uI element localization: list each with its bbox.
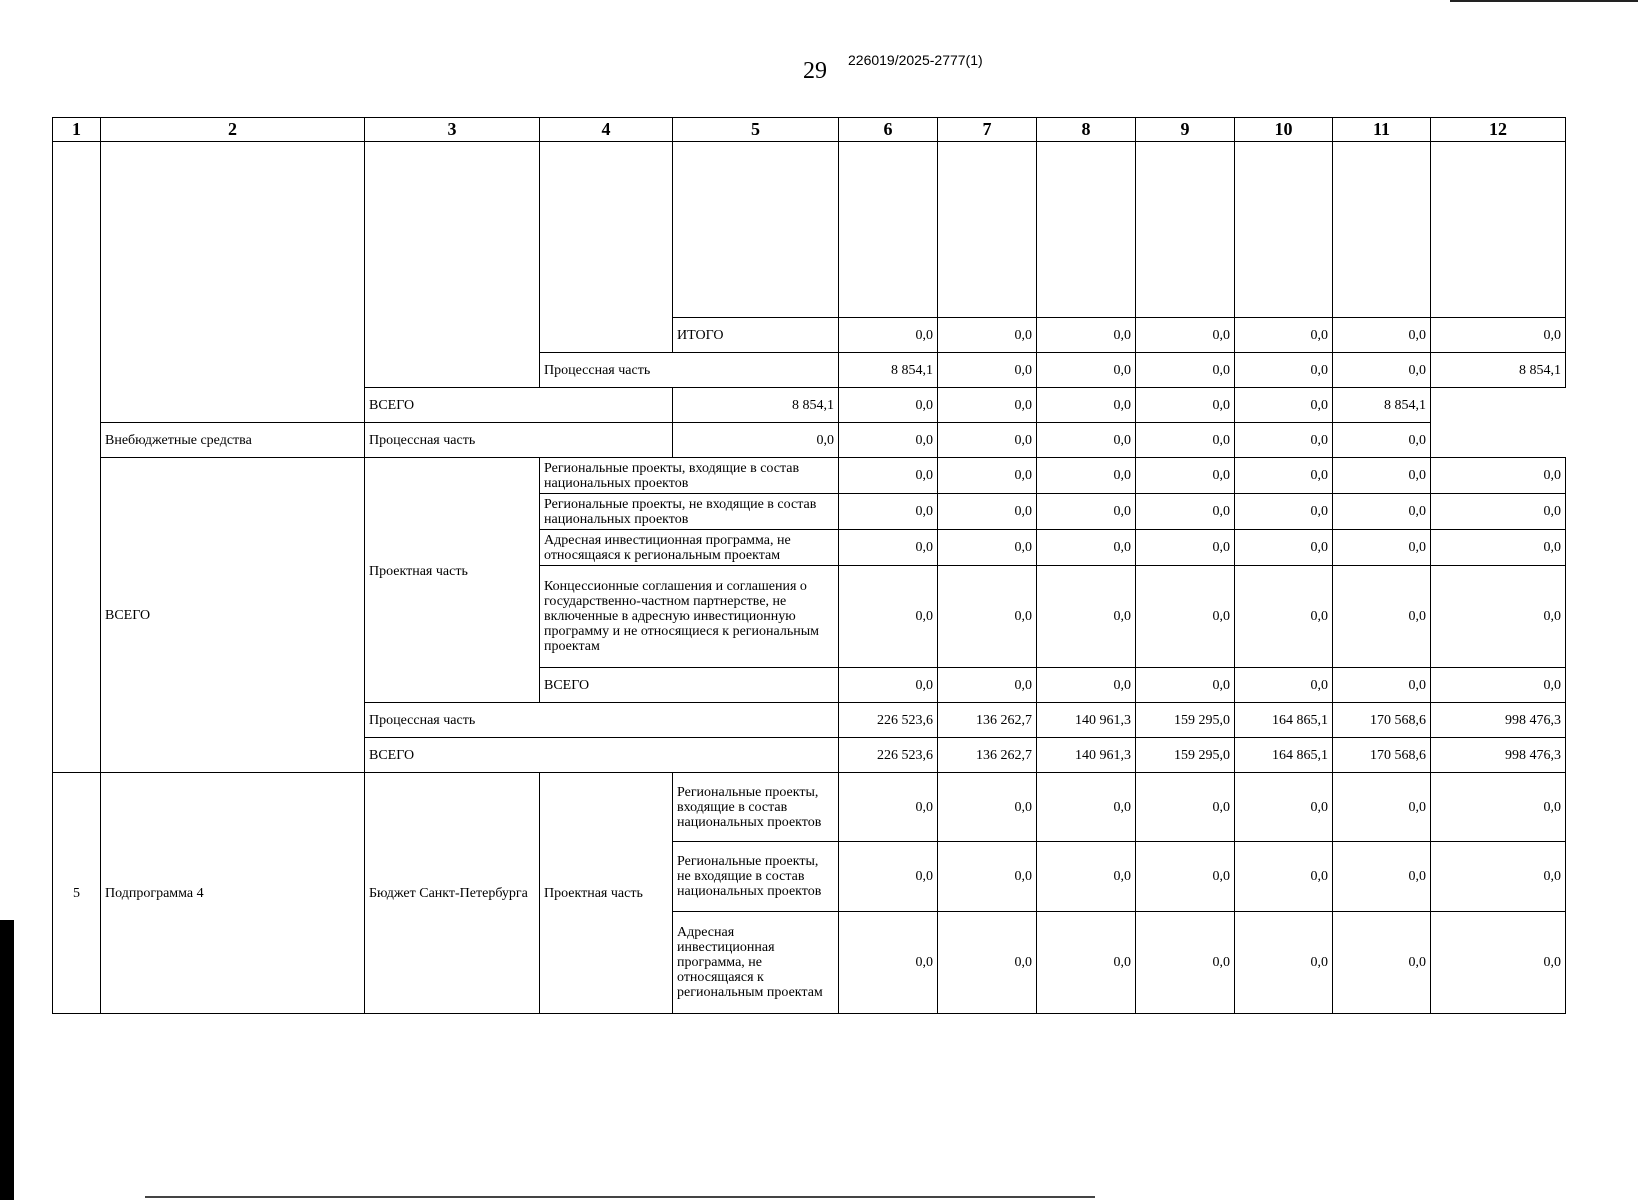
value-cell: 0,0 [1431, 912, 1566, 1014]
funding-source-offbudget: Внебюджетные средства [101, 423, 365, 458]
value-cell: 0,0 [938, 318, 1037, 353]
column-header: 1 [53, 118, 101, 142]
value-cell: 0,0 [1333, 530, 1431, 566]
value-cell: 0,0 [839, 842, 938, 912]
value-cell: 0,0 [1333, 458, 1431, 494]
value-cell: 0,0 [1037, 842, 1136, 912]
value-cell: 0,0 [1136, 494, 1235, 530]
cell [1431, 142, 1566, 318]
row-label-process: Процессная часть [540, 353, 839, 388]
value-cell: 0,0 [1235, 458, 1333, 494]
table-row [53, 423, 1566, 458]
value-cell: 0,0 [1333, 566, 1431, 668]
cell [101, 142, 365, 423]
value-cell: 0,0 [938, 494, 1037, 530]
value-cell: 0,0 [1037, 458, 1136, 494]
value-cell: 0,0 [839, 668, 938, 703]
row-label-concession: Концессионные соглашения и соглашения о государственно-частном партнерстве, не включенные в адресную инвестиционную программу и не относящиеся к региональным проектам [540, 566, 839, 668]
value-cell: 226 523,6 [839, 703, 938, 738]
value-cell: 0,0 [1136, 458, 1235, 494]
scan-bottom-rule [145, 1196, 1095, 1198]
value-cell: 0,0 [1136, 388, 1235, 423]
value-cell: 0,0 [839, 566, 938, 668]
value-cell: 0,0 [1136, 318, 1235, 353]
value-cell: 0,0 [839, 423, 938, 458]
value-cell: 0,0 [938, 353, 1037, 388]
row-label-aip: Адресная инвестиционная программа, не относящаяся к региональным проектам [540, 530, 839, 566]
value-cell: 0,0 [1235, 494, 1333, 530]
value-cell: 0,0 [1431, 773, 1566, 842]
value-cell: 0,0 [1136, 668, 1235, 703]
cell [839, 142, 938, 318]
table-row [53, 773, 1566, 842]
value-cell: 0,0 [938, 388, 1037, 423]
value-cell: 0,0 [938, 423, 1037, 458]
column-header: 12 [1431, 118, 1566, 142]
value-cell: 0,0 [1431, 566, 1566, 668]
row-label-aip: Адресная инвестиционная программа, не относящаяся к региональным проектам [673, 912, 839, 1014]
value-cell: 0,0 [1136, 530, 1235, 566]
cell [540, 142, 673, 353]
continuation-row [53, 142, 1566, 318]
value-cell: 998 476,3 [1431, 703, 1566, 738]
row-label-vsego: ВСЕГО [365, 738, 839, 773]
value-cell: 0,0 [1235, 566, 1333, 668]
value-cell: 140 961,3 [1037, 738, 1136, 773]
value-cell: 0,0 [1037, 912, 1136, 1014]
value-cell: 0,0 [1136, 912, 1235, 1014]
value-cell: 0,0 [1235, 318, 1333, 353]
value-cell: 0,0 [1333, 423, 1431, 458]
value-cell: 0,0 [1235, 842, 1333, 912]
value-cell: 0,0 [938, 530, 1037, 566]
column-header: 9 [1136, 118, 1235, 142]
value-cell: 0,0 [839, 912, 938, 1014]
value-cell: 0,0 [938, 773, 1037, 842]
row-label-vsego: ВСЕГО [365, 388, 673, 423]
row-label-regional-out: Региональные проекты, не входящие в состав национальных проектов [540, 494, 839, 530]
row-label-process: Процессная часть [365, 423, 673, 458]
value-cell: 170 568,6 [1333, 738, 1431, 773]
column-header: 10 [1235, 118, 1333, 142]
budget-table [52, 117, 1566, 1014]
value-cell: 159 295,0 [1136, 738, 1235, 773]
value-cell: 0,0 [1333, 773, 1431, 842]
value-cell: 8 854,1 [1431, 353, 1566, 388]
column-header: 6 [839, 118, 938, 142]
cell [938, 142, 1037, 318]
value-cell: 0,0 [673, 423, 839, 458]
value-cell: 0,0 [1136, 566, 1235, 668]
cell [53, 142, 101, 773]
value-cell: 136 262,7 [938, 738, 1037, 773]
value-cell: 0,0 [1136, 353, 1235, 388]
value-cell: 0,0 [1037, 773, 1136, 842]
value-cell: 0,0 [1333, 668, 1431, 703]
scan-edge-mark [0, 920, 14, 1200]
cell [1136, 142, 1235, 318]
value-cell: 0,0 [1235, 423, 1333, 458]
value-cell: 0,0 [839, 388, 938, 423]
row-number: 5 [53, 773, 101, 1014]
value-cell: 0,0 [938, 566, 1037, 668]
value-cell: 0,0 [1333, 353, 1431, 388]
value-cell: 998 476,3 [1431, 738, 1566, 773]
value-cell: 0,0 [1037, 668, 1136, 703]
value-cell: 0,0 [1136, 773, 1235, 842]
column-header: 4 [540, 118, 673, 142]
value-cell: 0,0 [1235, 353, 1333, 388]
value-cell: 0,0 [839, 458, 938, 494]
value-cell: 0,0 [1037, 566, 1136, 668]
value-cell: 0,0 [1333, 318, 1431, 353]
value-cell: 0,0 [1431, 458, 1566, 494]
value-cell: 164 865,1 [1235, 738, 1333, 773]
value-cell: 136 262,7 [938, 703, 1037, 738]
value-cell: 0,0 [1136, 423, 1235, 458]
cell [1037, 142, 1136, 318]
value-cell: 0,0 [1333, 842, 1431, 912]
cell [673, 142, 839, 318]
row-label-itogo: ИТОГО [673, 318, 839, 353]
value-cell: 0,0 [1431, 530, 1566, 566]
cell [1235, 142, 1333, 318]
value-cell: 0,0 [1333, 494, 1431, 530]
row-label-regional-out: Региональные проекты, не входящие в состав национальных проектов [673, 842, 839, 912]
value-cell: 0,0 [1235, 773, 1333, 842]
column-header: 7 [938, 118, 1037, 142]
page-number: 29 [803, 58, 827, 84]
column-header: 5 [673, 118, 839, 142]
row-label-project: Проектная часть [540, 773, 673, 1014]
value-cell: 0,0 [839, 318, 938, 353]
value-cell: 0,0 [1235, 912, 1333, 1014]
value-cell: 0,0 [1037, 494, 1136, 530]
value-cell: 8 854,1 [1333, 388, 1431, 423]
value-cell: 140 961,3 [1037, 703, 1136, 738]
value-cell: 0,0 [1037, 353, 1136, 388]
table-row [53, 458, 1566, 494]
value-cell: 0,0 [1431, 842, 1566, 912]
value-cell: 159 295,0 [1136, 703, 1235, 738]
value-cell: 0,0 [1431, 318, 1566, 353]
cell [365, 142, 540, 388]
value-cell: 164 865,1 [1235, 703, 1333, 738]
value-cell: 0,0 [839, 530, 938, 566]
value-cell: 8 854,1 [839, 353, 938, 388]
value-cell: 0,0 [839, 773, 938, 842]
value-cell: 0,0 [839, 494, 938, 530]
value-cell: 0,0 [1333, 912, 1431, 1014]
column-numbers-row [53, 118, 1566, 142]
value-cell: 226 523,6 [839, 738, 938, 773]
row-label-project: Проектная часть [365, 458, 540, 703]
value-cell: 0,0 [1136, 842, 1235, 912]
value-cell: 0,0 [1037, 530, 1136, 566]
funding-source-budget: Бюджет Санкт-Петербурга [365, 773, 540, 1014]
document-registration-code: 226019/2025-2777(1) [848, 52, 983, 68]
value-cell: 0,0 [938, 458, 1037, 494]
value-cell: 170 568,6 [1333, 703, 1431, 738]
value-cell: 0,0 [1037, 388, 1136, 423]
column-header: 11 [1333, 118, 1431, 142]
scan-top-rule [1450, 0, 1638, 2]
value-cell: 0,0 [1235, 530, 1333, 566]
value-cell: 0,0 [1431, 494, 1566, 530]
value-cell: 0,0 [1235, 668, 1333, 703]
group-label-vsego: ВСЕГО [101, 458, 365, 773]
row-label-regional-in: Региональные проекты, входящие в состав национальных проектов [673, 773, 839, 842]
value-cell: 0,0 [938, 842, 1037, 912]
column-header: 8 [1037, 118, 1136, 142]
value-cell: 8 854,1 [673, 388, 839, 423]
value-cell: 0,0 [1037, 423, 1136, 458]
column-header: 2 [101, 118, 365, 142]
value-cell: 0,0 [1431, 668, 1566, 703]
value-cell: 0,0 [938, 668, 1037, 703]
row-label-process: Процессная часть [365, 703, 839, 738]
value-cell: 0,0 [1235, 388, 1333, 423]
value-cell: 0,0 [938, 912, 1037, 1014]
cell [1333, 142, 1431, 318]
row-label-vsego: ВСЕГО [540, 668, 839, 703]
subprogram-name: Подпрограмма 4 [101, 773, 365, 1014]
row-label-regional-in: Региональные проекты, входящие в состав национальных проектов [540, 458, 839, 494]
column-header: 3 [365, 118, 540, 142]
value-cell: 0,0 [1037, 318, 1136, 353]
